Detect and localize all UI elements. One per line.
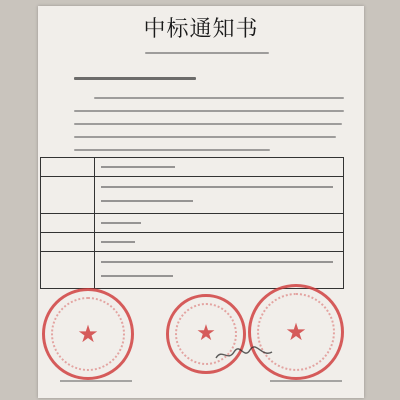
table-value-cell <box>95 158 344 177</box>
table-label-cell <box>41 233 95 252</box>
star-icon: ★ <box>196 321 216 346</box>
addressee-line <box>74 77 196 80</box>
table-label-cell <box>41 252 95 289</box>
project-number-line <box>145 52 269 54</box>
table-row <box>41 233 344 252</box>
handwritten-signature <box>214 344 274 364</box>
table-label-cell <box>41 214 95 233</box>
award-info-table <box>40 157 344 289</box>
table-value-cell <box>95 214 344 233</box>
table-row <box>41 158 344 177</box>
table-label-cell <box>41 158 95 177</box>
notice-document <box>38 6 364 398</box>
table-row <box>41 252 344 289</box>
table-value-cell <box>95 233 344 252</box>
table-label-cell <box>41 177 95 214</box>
company-seal-left <box>42 288 134 380</box>
document-title: 中标通知书 <box>143 17 259 42</box>
table-value-cell <box>95 252 344 289</box>
table-row <box>41 214 344 233</box>
table-value-cell <box>95 177 344 214</box>
company-seal-right <box>248 284 344 380</box>
table-row <box>41 177 344 214</box>
star-icon: ★ <box>77 320 99 348</box>
star-icon: ★ <box>285 318 307 346</box>
